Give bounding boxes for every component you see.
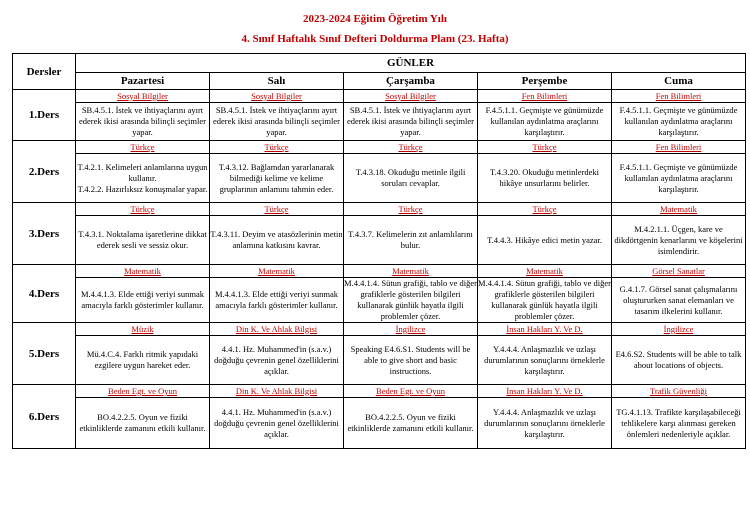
subject-cell: Beden Egt. ve Oyun	[344, 385, 478, 398]
subject-cell: İnsan Hakları Y. Ve D.	[478, 385, 612, 398]
objective-cell: SB.4.5.1. İstek ve ihtiyaçlarını ayırt ederek ikisi arasında bilinçli seçimler yapar.	[344, 103, 478, 141]
objective-cell: TG.4.1.13. Trafikte karşılaşabileceği tehlikelere karşı alınması gereken önlemleri nedenleriyle açıklar.	[612, 398, 746, 449]
objective-cell: T.4.4.3. Hikâye edici metin yazar.	[478, 216, 612, 265]
objective-cell: Y.4.4.4. Anlaşmazlık ve uzlaşı durumlarının sonuçlarını örneklerle karşılaştırır.	[478, 336, 612, 385]
objective-cell: 4.4.1. Hz. Muhammed'in (s.a.v.) doğduğu çevrenin genel özelliklerini açıklar.	[210, 336, 344, 385]
subject-cell: Sosyal Bilgiler	[344, 90, 478, 103]
subject-cell: Matematik	[210, 265, 344, 278]
lesson-label: 6.Ders	[13, 385, 76, 449]
table-row	[13, 90, 746, 103]
gunler-header: GÜNLER	[76, 54, 746, 73]
subject-cell: Din K. Ve Ahlak Bilgisi	[210, 323, 344, 336]
subject-cell: Türkçe	[478, 203, 612, 216]
objective-cell: T.4.3.20. Okuduğu metinlerdeki hikâye unsurlarını belirler.	[478, 154, 612, 203]
page-title: 2023-2024 Eğitim Öğretim Yılı	[303, 13, 447, 25]
subject-cell: Müzik	[76, 323, 210, 336]
table-row	[13, 336, 746, 385]
objective-cell: G.4.1.7. Görsel sanat çalışmalarını oluştururken sanat elemanları ve tasarım ilkelerini kullanır.	[612, 278, 746, 323]
day-header-carsamba: Çarşamba	[344, 73, 478, 90]
subject-cell: İnsan Hakları Y. Ve D.	[478, 323, 612, 336]
subject-cell: Fen Bilimleri	[478, 90, 612, 103]
subject-cell: Görsel Sanatlar	[612, 265, 746, 278]
subject-cell: Sosyal Bilgiler	[76, 90, 210, 103]
objective-cell: T.4.3.12. Bağlamdan yararlanarak bilmediği kelime ve kelime gruplarının anlamını tahmin eder.	[210, 154, 344, 203]
subject-cell: İngilizce	[612, 323, 746, 336]
day-header-cuma: Cuma	[612, 73, 746, 90]
objective-cell: T.4.3.7. Kelimelerin zıt anlamlılarını bulur.	[344, 216, 478, 265]
subject-cell: Matematik	[344, 265, 478, 278]
day-header-pazartesi: Pazartesi	[76, 73, 210, 90]
subject-cell: Türkçe	[210, 203, 344, 216]
table-row	[13, 216, 746, 265]
subject-cell: Fen Bilimleri	[612, 90, 746, 103]
subject-cell: Türkçe	[76, 203, 210, 216]
lesson-label: 5.Ders	[13, 323, 76, 385]
table-row	[13, 278, 746, 323]
subject-cell: Türkçe	[478, 141, 612, 154]
subject-cell: Beden Egt. ve Oyun	[76, 385, 210, 398]
table-row	[13, 323, 746, 336]
objective-cell: T.4.3.18. Okuduğu metinle ilgili soruları cevaplar.	[344, 154, 478, 203]
objective-cell: M.4.4.1.4. Sütun grafiği, tablo ve diğer grafiklerle gösterilen bilgileri kullanarak günlük hayatla ilgili problemler çözer.	[344, 278, 477, 321]
objective-cell: T.4.3.11. Deyim ve atasözlerinin metin anlamına katkısını kavrar.	[210, 216, 344, 265]
subject-cell: Türkçe	[76, 141, 210, 154]
objective-cell: Speaking E4.6.S1. Students will be able to give short and basic instructions.	[344, 336, 478, 385]
objective-cell: SB.4.5.1. İstek ve ihtiyaçlarını ayırt ederek ikisi arasında bilinçli seçimler yapar.	[76, 103, 210, 141]
table-row	[13, 154, 746, 203]
table-row	[13, 265, 746, 278]
table-row	[13, 203, 746, 216]
objective-cell: E4.6.S2. Students will be able to talk about locations of objects.	[612, 336, 746, 385]
subject-cell: Matematik	[76, 265, 210, 278]
lesson-label: 3.Ders	[13, 203, 76, 265]
objective-cell: M.4.4.1.4. Sütun grafiği, tablo ve diğer grafiklerle gösterilen bilgileri kullanarak günlük hayatla ilgili problemler çözer.	[478, 278, 611, 321]
objective-cell: F.4.5.1.1. Geçmişte ve günümüzde kullanılan aydınlatma araçlarını karşılaştırır.	[612, 103, 746, 141]
objective-cell: T.4.3.1. Noktalama işaretlerine dikkat ederek sesli ve sessiz okur.	[76, 216, 210, 265]
objective-cell: BO.4.2.2.5. Oyun ve fiziki etkinliklerde zamanını etkili kullanır.	[344, 398, 478, 449]
objective-cell: Mü.4.C.4. Farklı ritmik yapıdaki ezgilere uygun hareket eder.	[76, 336, 210, 385]
lesson-rows	[13, 90, 746, 449]
subject-cell: Sosyal Bilgiler	[210, 90, 344, 103]
objective-cell: F.4.5.1.1. Geçmişte ve günümüzde kullanılan aydınlatma araçlarını karşılaştırır.	[612, 154, 746, 203]
page-subtitle: 4. Sınıf Haftalık Sınıf Defteri Doldurma Planı (23. Hafta)	[241, 33, 509, 45]
subject-cell: Türkçe	[210, 141, 344, 154]
lesson-label: 1.Ders	[13, 90, 76, 141]
dersler-header: Dersler	[13, 54, 76, 90]
subject-cell: Türkçe	[344, 203, 478, 216]
objective-cell: SB.4.5.1. İstek ve ihtiyaçlarını ayırt ederek ikisi arasında bilinçli seçimler yapar.	[210, 103, 344, 141]
subject-cell: Fen Bilimleri	[612, 141, 746, 154]
subject-cell: Türkçe	[344, 141, 478, 154]
table-row	[13, 141, 746, 154]
objective-cell: T.4.2.1. Kelimeleri anlamlarına uygun kullanır. T.4.2.2. Hazırlıksız konuşmalar yapar.	[76, 154, 210, 203]
objective-cell: M.4.4.1.3. Elde ettiği veriyi sunmak amacıyla farklı gösterimler kullanır.	[76, 278, 210, 323]
objective-cell: M.4.4.1.3. Elde ettiği veriyi sunmak amacıyla farklı gösterimler kullanır.	[210, 278, 344, 323]
objective-cell: F.4.5.1.1. Geçmişte ve günümüzde kullanılan aydınlatma araçlarını karşılaştırır.	[478, 103, 612, 141]
weekly-plan-table	[12, 53, 746, 449]
subject-cell: Matematik	[478, 265, 612, 278]
objective-cell: Y.4.4.4. Anlaşmazlık ve uzlaşı durumlarının sonuçlarını örneklerle karşılaştırır.	[478, 398, 612, 449]
day-header-persembe: Perşembe	[478, 73, 612, 90]
subject-cell: Din K. Ve Ahlak Bilgisi	[210, 385, 344, 398]
subject-cell: Trafik Güvenliği	[612, 385, 746, 398]
table-row	[13, 103, 746, 141]
day-header-sali: Salı	[210, 73, 344, 90]
lesson-label: 4.Ders	[13, 265, 76, 323]
objective-cell: BO.4.2.2.5. Oyun ve fiziki etkinliklerde zamanını etkili kullanır.	[76, 398, 210, 449]
lesson-label: 2.Ders	[13, 141, 76, 203]
subject-cell: İngilizce	[344, 323, 478, 336]
table-row	[13, 398, 746, 449]
objective-cell: M.4.2.1.1. Üçgen, kare ve dikdörtgenin kenarlarını ve köşelerini isimlendirir.	[612, 216, 746, 265]
objective-cell: 4.4.1. Hz. Muhammed'in (s.a.v.) doğduğu çevrenin genel özelliklerini açıklar.	[210, 398, 344, 449]
table-row	[13, 385, 746, 398]
subject-cell: Matematik	[612, 203, 746, 216]
